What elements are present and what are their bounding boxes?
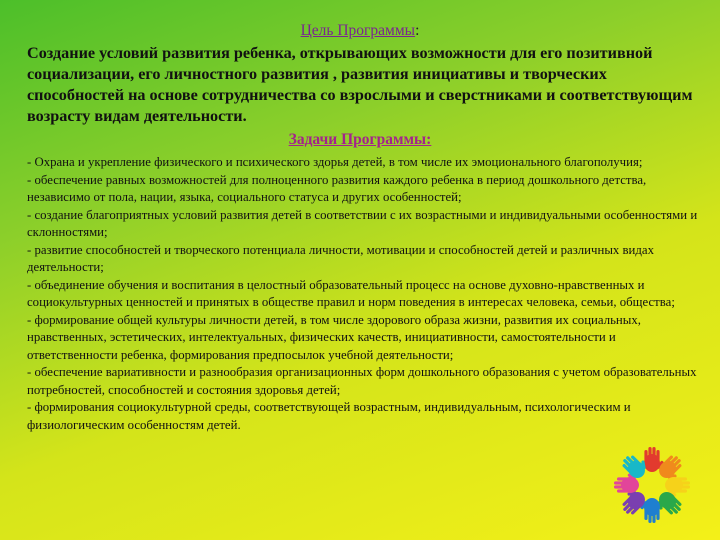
task-item: - обеспечение вариативности и разнообразия организационных форм дошкольного образования с учетом образовательных потребностей, способностей и состояния здоровья детей; (27, 365, 697, 397)
tasks-title: Задачи Программы: (288, 131, 432, 148)
tasks-list (27, 154, 699, 434)
goal-text: Создание условий развития ребенка, открывающих возможности для его позитивной социализации, его личностного развития , развития инициативы и творческих способностей на основе сотрудничества со взрослыми и сверстниками и соответствующим возрасту видам деятельности. (27, 44, 693, 125)
task-item: - Охрана и укрепление физического и психического здорья детей, в том числе их эмоционального благополучия; (27, 155, 643, 169)
goal-title-text: Цель Программы (300, 22, 416, 39)
goal-title (0, 22, 720, 40)
goal-title-colon: : (415, 22, 420, 39)
colorful-hands-icon (604, 444, 700, 526)
task-item: - обеспечение равных возможностей для полноценного развития каждого ребенка в период дошкольного детства, независимо от пола, нации, языка, социального статуса и других особенностей; (27, 172, 647, 204)
task-item: - развитие способностей и творческого потенциала личности, мотивации и способностей детей и различных видах деятельности; (27, 242, 654, 274)
task-item: - объединение обучения и воспитания в целостный образовательный процесс на основе духовно-нравственных и социокультурных ценностей и принятых в обществе правил и норм поведения в интересах человека, семьи, общества; (27, 277, 675, 309)
task-item: - создание благоприятных условий развития детей в соответствии с их возрастными и индивидуальными особенностями и склонностями; (27, 207, 698, 239)
task-item: - формирования социокультурной среды, соответствующей возрастным, индивидуальным, психологическим и физиологическим особенностям детей. (27, 400, 631, 432)
task-item: - формирование общей культуры личности детей, в том числе здорового образа жизни, развития их социальных, нравственных, эстетических, интелектуальных, физических качеств, инициативности, самостоятельности и ответственности ребенка, формирования предпосылок учебной деятельности; (27, 312, 641, 362)
